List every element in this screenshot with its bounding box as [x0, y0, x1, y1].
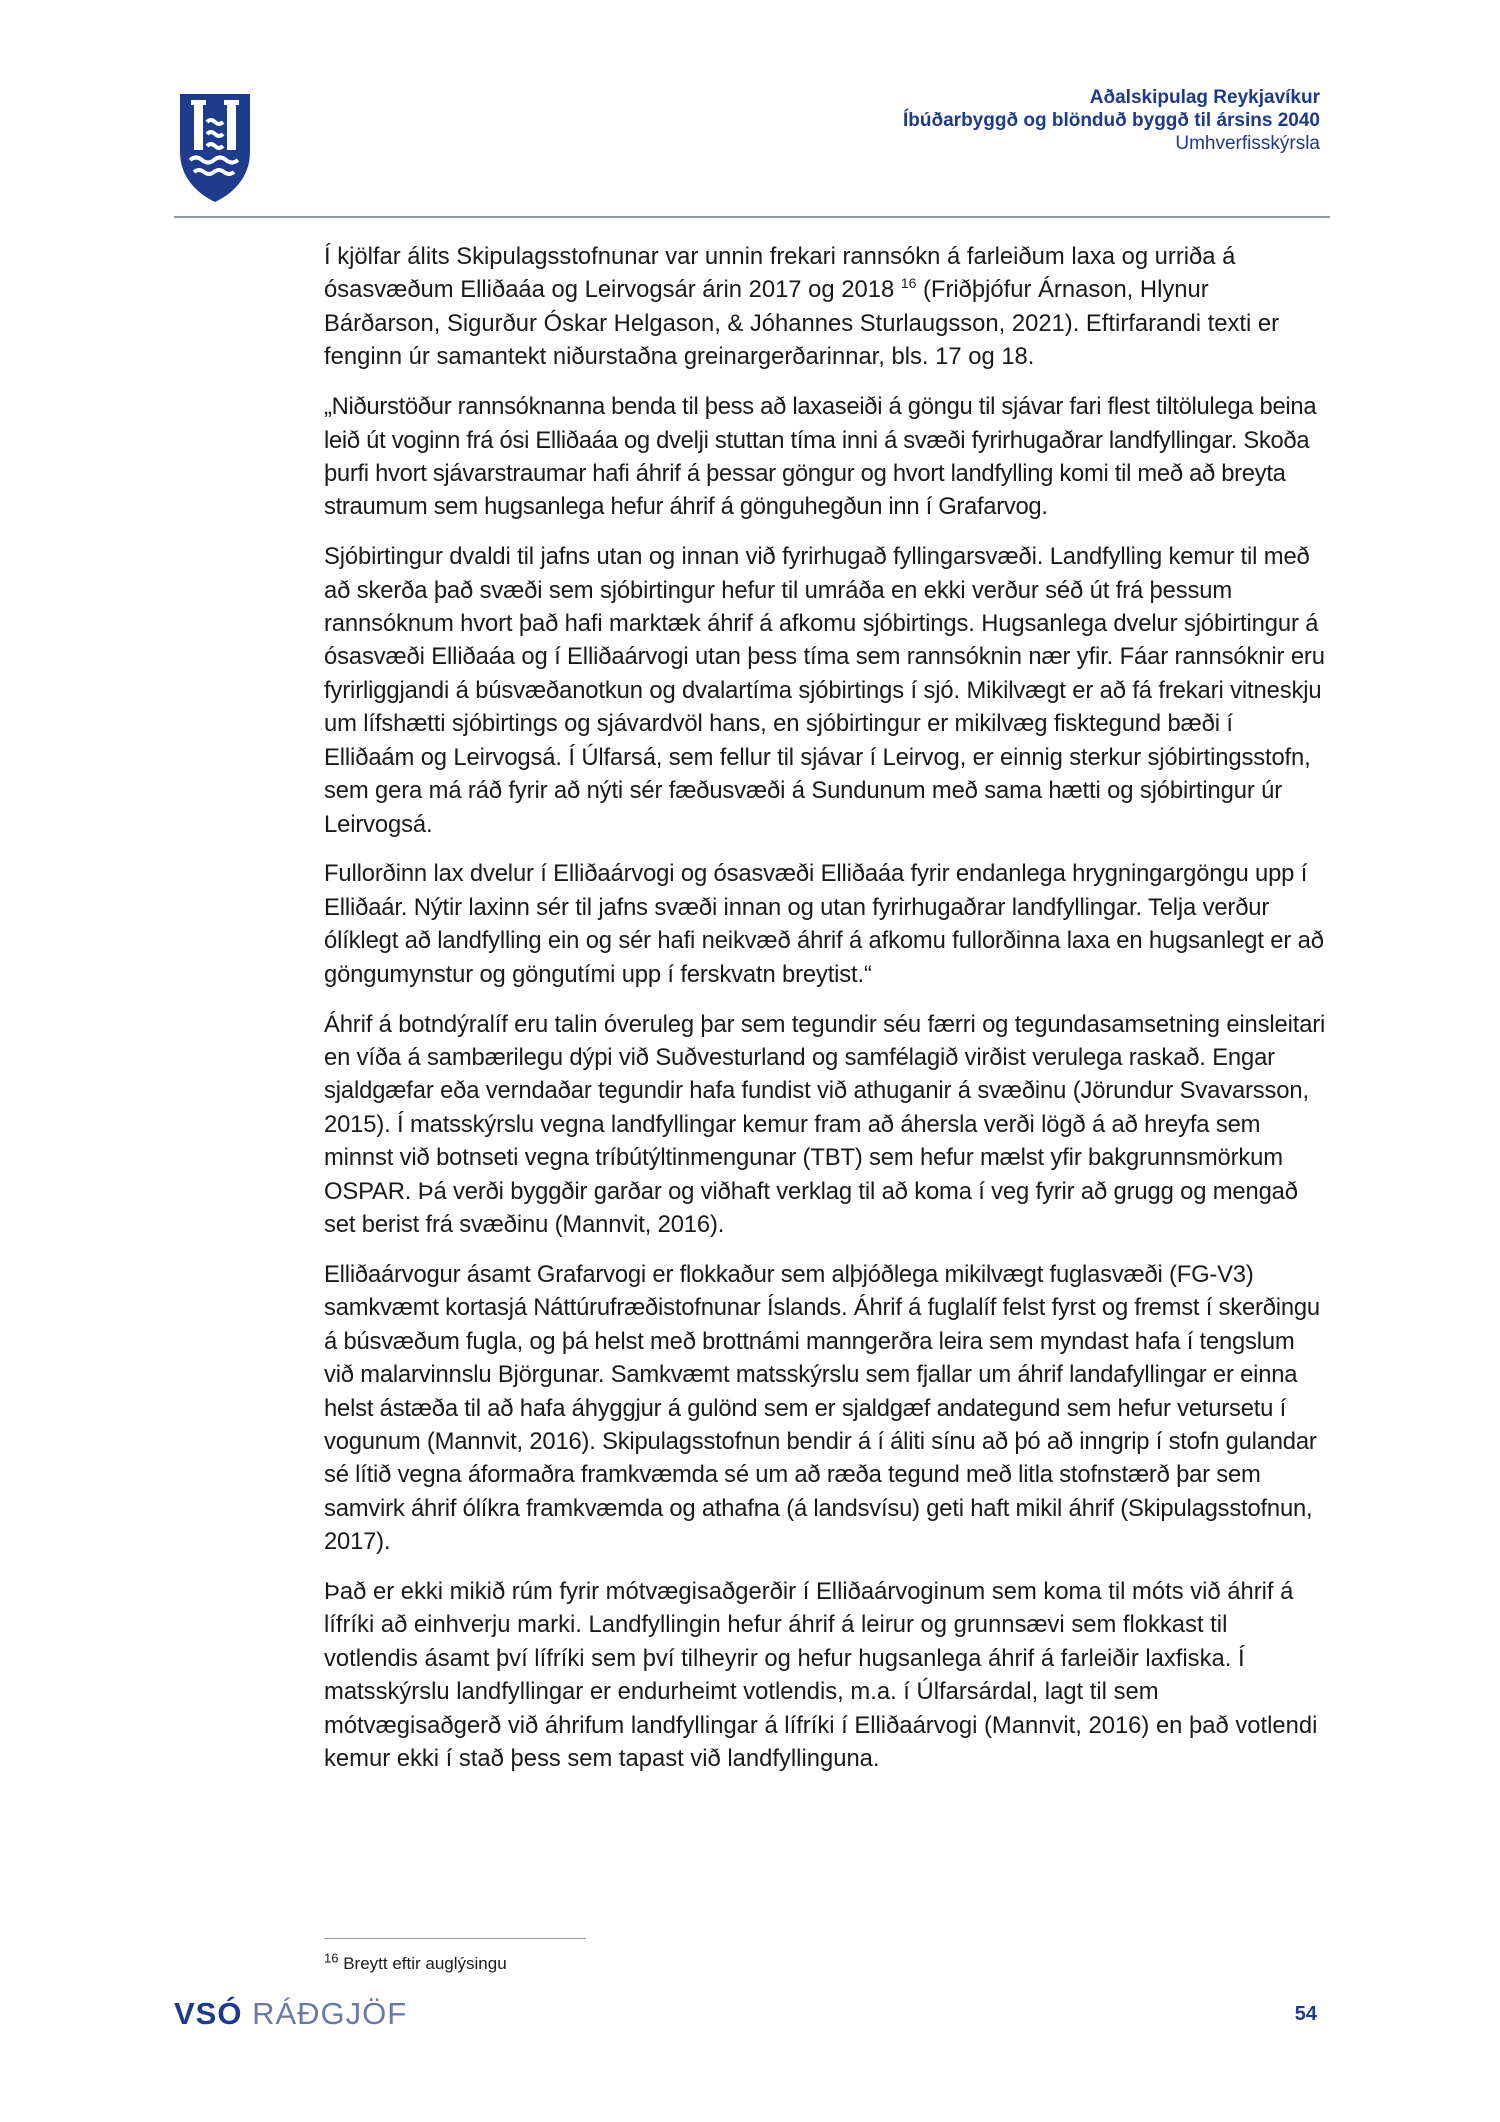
paragraph-6: Elliðaárvogur ásamt Grafarvogi er flokkaður sem alþjóðlega mikilvægt fuglasvæði (FG-V3) samkvæmt kortasjá Náttúrufræðistofnunar Íslands. Áhrif á fuglalíf felst fyrst og fremst í skerðingu á búsvæðum fugla, og þá helst með brottnámi manngerðra leira sem myndast hafa í tengslum við malarvinnslu Björgunar. Samkvæmt matsskýrslu sem fjallar um áhrif landafyllingar er einna helst ástæða til að hafa áhyggjur á gulönd sem er sjaldgæf andategund sem hefur vetursetu í vogunum (Mannvit, 2016). Skipulagsstofnun bendir á í áliti sínu að þó að inngrip í stofn gulandar sé lítið vegna áformaðra framkvæmda sé um að ræða tegund með litla stofnstærð þar sem samvirk áhrif ólíkra framkvæmda og athafna (á landsvísu) geti haft mikil áhrif (Skipulagsstofnun, 2017). [324, 1260, 1320, 1556]
logo-bold: VSÓ [174, 1996, 243, 2031]
body-text [324, 240, 1327, 1792]
footnote [324, 1950, 507, 1975]
paragraph-3: Sjóbirtingur dvaldi til jafns utan og innan við fyrirhugað fyllingarsvæði. Landfylling kemur til með að skerða það svæði sem sjóbirtingur hefur til umráða en ekki verður séð út frá þessum rannsóknum hvort það hafi marktæk áhrif á afkomu sjóbirtings. Hugsanlega dvelur sjóbirtingur á ósasvæði Elliðaáa og í Elliðaárvogi utan þess tíma sem rannsóknin nær yfir. Fáar rannsóknir eru fyrirliggjandi á búsvæðanotkun og dvalartíma sjóbirtings í sjó. Mikilvægt er að fá frekari vitneskju um lífshætti sjóbirtings og sjávardvöl hans, en sjóbirtingur er mikilvæg fisktegund bæði í Elliðaám og Leirvogsá. Í Úlfarsá, sem fellur til sjávar í Leirvog, er einnig sterkur sjóbirtingsstofn, sem gera má ráð fyrir að nýti sér fæðusvæði á Sundunum með sama hætti og sjóbirtingur úr Leirvogsá. [324, 543, 1325, 838]
paragraph-1: Í kjölfar álits Skipulagsstofnunar var unnin frekari rannsókn á farleiðum laxa og urriða á ósasvæðum Elliðaáa og Leirvogsár árin 2017 og 2018 $^{16}$ (Friðþjófur Árnason, Hlynur Bárðarson, Sigurður Óskar Helgason, & Jóhannes Sturlaugsson, 2021). Eftirfarandi texti er fenginn úr samantekt niðurstaðna greinargerðarinnar, bls. 17 og 18. [324, 243, 1280, 371]
paragraph-4: Fullorðinn lax dvelur í Elliðaárvogi og ósasvæði Elliðaáa fyrir endanlega hrygningargöngu upp í Elliðaár. Nýtir laxinn sér til jafns svæði innan og utan fyrirhugaðrar landfyllingar. Telja verður ólíklegt að landfylling ein og sér hafi neikvæð áhrif á afkomu fullorðinna laxa en hugsanlegt er að göngumynstur og göngutími upp í ferskvatn breytist.“ [324, 860, 1324, 988]
paragraph-5: Áhrif á botndýralíf eru talin óveruleg þar sem tegundir séu færri og tegundasamsetning einsleitari en víða á sambærilegu dýpi við Suðvesturland og samfélagið virðist verulega raskað. Engar sjaldgæfar eða verndaðar tegundir hafa fundist við athuganir á svæðinu (Jörundur Svavarsson, 2015). Í matsskýrslu vegna landfyllingar kemur fram að áhersla verði lögð á að hreyfa sem minnst við botnseti vegna tríbútýltinmengunar (TBT) sem hefur mælst yfir bakgrunnsmörkum OSPAR. Þá verði byggðir garðar og viðhaft verklag til að koma í veg fyrir að grugg og mengað set berist frá svæðinu (Mannvit, 2016). [324, 1010, 1326, 1238]
header-divider [174, 216, 1330, 218]
footnote-number: 16 [324, 1950, 339, 1966]
footnote-divider [324, 1938, 586, 1939]
document-header [903, 86, 1320, 155]
header-subtitle: Íbúðarbyggð og blönduð byggð til ársins 2040 [903, 110, 1320, 131]
paragraph-2: „Niðurstöður rannsóknanna benda til þess að laxaseiði á göngu til sjávar fari flest tiltölulega beina leið út voginn frá ósi Elliðaáa og dvelji stuttan tíma inni á svæði fyrirhugaðrar landfyllingar. Skoða þurfi hvort sjávarstraumar hafi áhrif á þessar göngur og hvort landfylling komi til með að breyta straumum sem hugsanlega hefur áhrif á gönguhegðun inn í Grafarvog. [324, 393, 1317, 521]
footnote-text: Breytt eftir auglýsingu [338, 1954, 507, 1973]
header-title: Aðalskipulag Reykjavíkur [1089, 87, 1320, 108]
header-doc-type: Umhverfisskýrsla [1175, 133, 1320, 154]
logo-light: RÁÐGJÖF [252, 1996, 408, 2031]
footnote-reference: 16 [900, 275, 917, 292]
company-logo [174, 1996, 407, 2032]
paragraph-7: Það er ekki mikið rúm fyrir mótvægisaðgerðir í Elliðaárvoginum sem koma til móts við áhrif á lífríki að einhverju marki. Landfyllingin hefur áhrif á leirur og grunnsævi sem flokkast til votlendis ásamt því lífríki sem því tilheyrir og hefur hugsanlega áhrif á farleiðir laxfiska. Í matsskýrslu landfyllingar er endurheimt votlendis, m.a. í Úlfarsárdal, lagt til sem mótvægisaðgerð við áhrifum landfyllingar á lífríki í Elliðaárvogi (Mannvit, 2016) en það votlendi kemur ekki í stað þess sem tapast við landfyllinguna. [324, 1578, 1318, 1773]
page-number: 54 [1294, 2003, 1317, 2025]
reykjavik-crest-icon [178, 92, 252, 204]
